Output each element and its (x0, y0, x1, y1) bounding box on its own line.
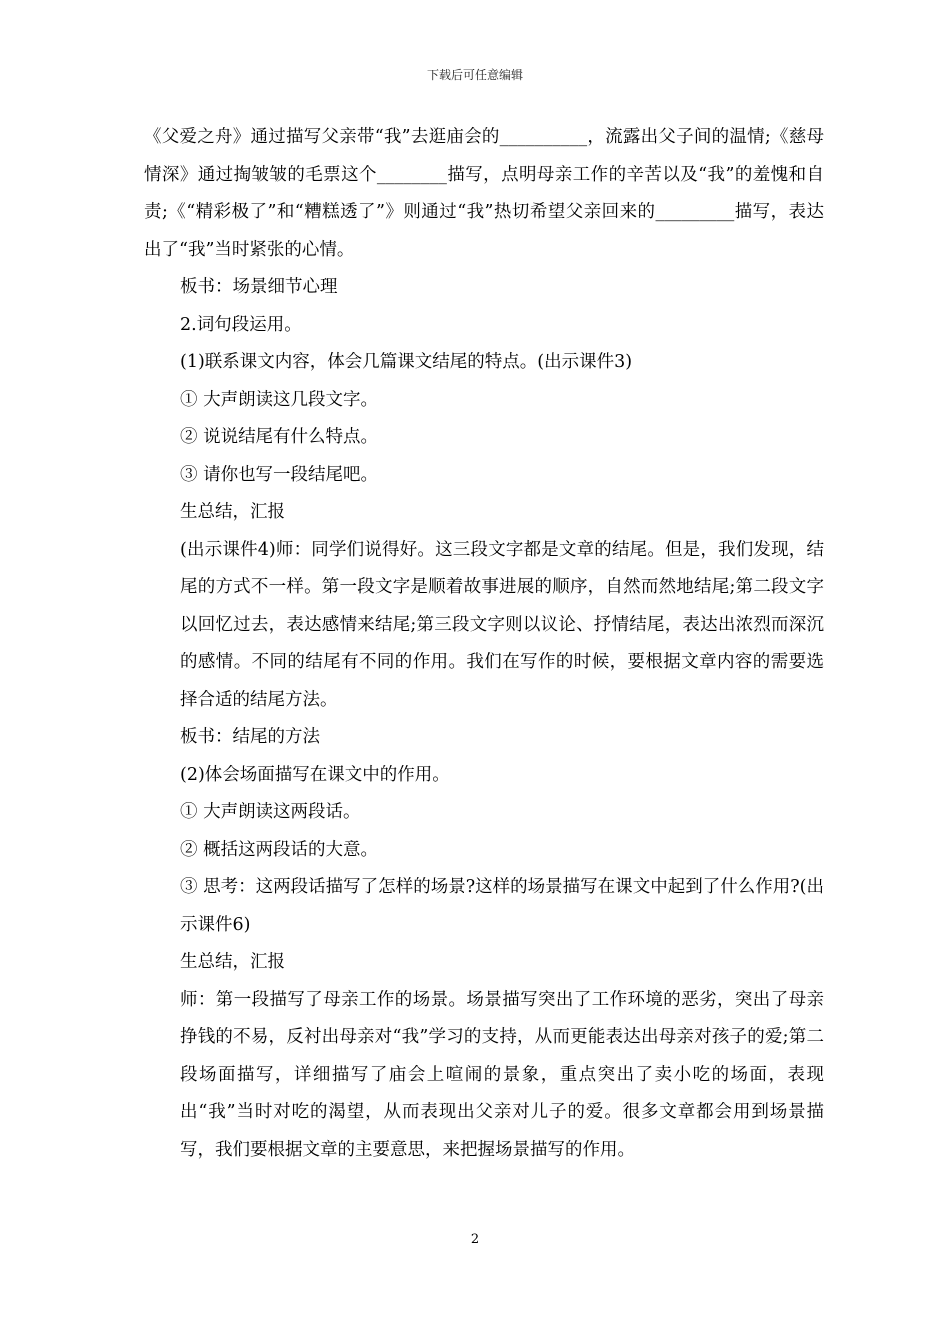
paragraph: (2)体会场面描写在课文中的作用。 (180, 764, 450, 785)
paragraph: 生总结，汇报 (180, 952, 285, 972)
paragraph: 2.词句段运用。 (180, 314, 302, 335)
paragraph: ③ 思考：这两段话描写了怎样的场景?这样的场景描写在课文中起到了什么作用?(出示课件6) (180, 877, 824, 935)
paragraph: 《父爱之舟》通过描写父亲带“我”去逛庙会的__________，流露出父子间的温情;《慈母情深》通过掏皱皱的毛票这个________描写，点明母亲工作的辛苦以及“我”的羞愧和自责;《“精彩极了”和“糟糕透了”》则通过“我”热切希望父亲回来的_________描写，表达出了“我”当时紧张的心情。 (144, 127, 824, 260)
paragraph: ② 说说结尾有什么特点。 (180, 427, 379, 447)
paragraph: 师：第一段描写了母亲工作的场景。场景描写突出了工作环境的恶劣，突出了母亲挣钱的不易，反衬出母亲对“我”学习的支持，从而更能表达出母亲对孩子的爱;第二段场面描写，详细描写了庙会上喧闹的景象，重点突出了卖小吃的场面，表现出“我”当时对吃的渴望，从而表现出父亲对儿子的爱。很多文章都会用到场景描写，我们要根据文章的主要意思，来把握场景描写的作用。 (180, 989, 824, 1160)
page-header: 下载后可任意编辑 (426, 68, 523, 82)
page-number: 2 (470, 1232, 480, 1247)
paragraph: 生总结，汇报 (180, 502, 285, 522)
paragraph: ③ 请你也写一段结尾吧。 (180, 464, 379, 485)
paragraph: (1)联系课文内容，体会几篇课文结尾的特点。(出示课件3) (180, 352, 633, 372)
paragraph: 板书：场景细节心理 (180, 277, 338, 297)
paragraph: 板书：结尾的方法 (180, 727, 320, 747)
paragraph: ② 概括这两段话的大意。 (180, 839, 379, 860)
paragraph: ① 大声朗读这两段话。 (180, 802, 361, 822)
paragraph: (出示课件4)师：同学们说得好。这三段文字都是文章的结尾。但是，我们发现，结尾的方式不一样。第一段文字是顺着故事进展的顺序，自然而然地结尾;第二段文字以回忆过去，表达感情来结尾;第三段文字则以议论、抒情结尾，表达出浓烈而深沉的感情。不同的结尾有不同的作用。我们在写作的时候，要根据文章内容的需要选择合适的结尾方法。 (180, 539, 824, 710)
document-body (144, 119, 824, 1169)
paragraph: ① 大声朗读这几段文字。 (180, 389, 379, 410)
